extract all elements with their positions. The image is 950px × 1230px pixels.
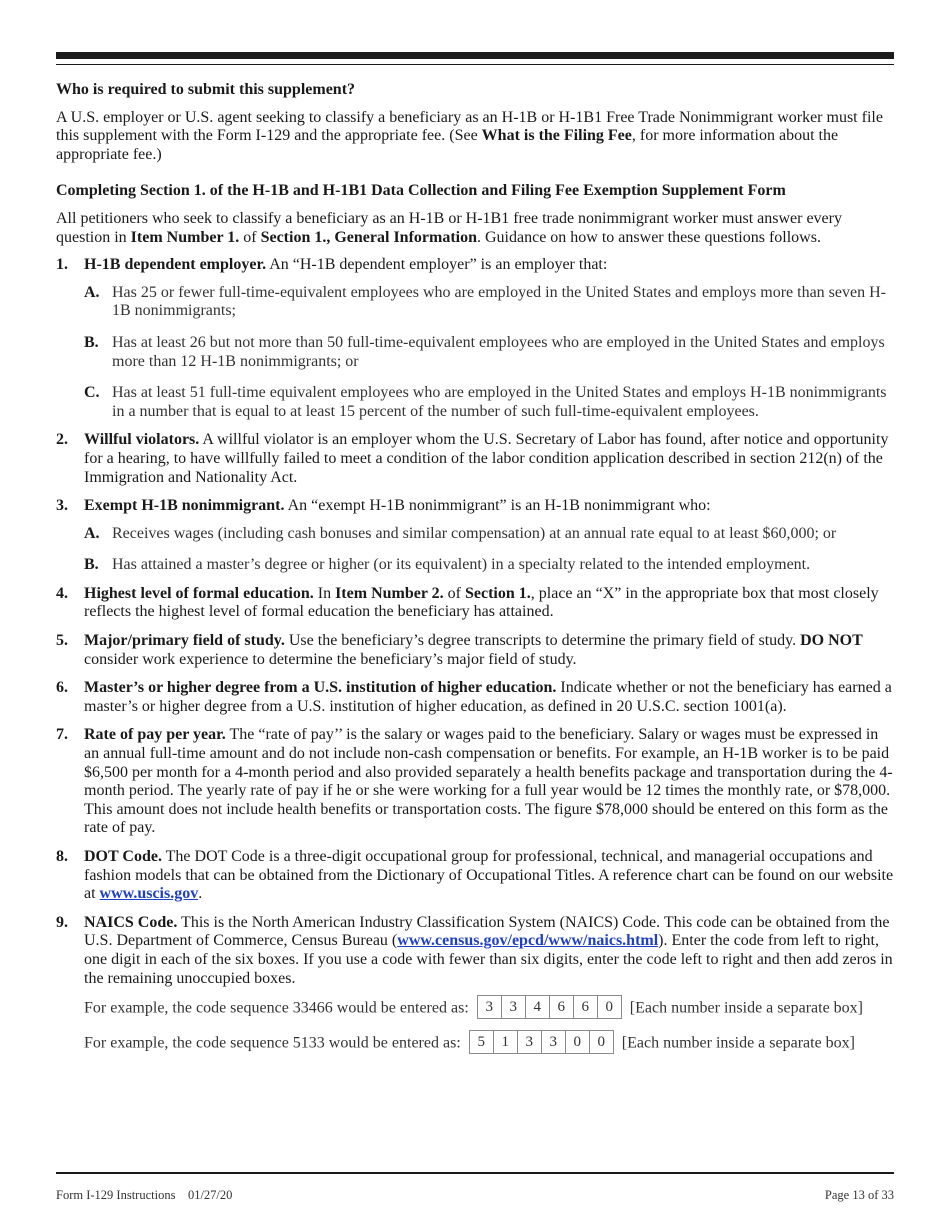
sub-item: A. Receives wages (including cash bonuses and similar compensation) at an annual rate equal to at least $60,000; or xyxy=(84,524,837,542)
code-digit-box: 5 xyxy=(469,1030,493,1054)
section-heading-who-required: Who is required to submit this supplement? xyxy=(56,81,356,98)
item-number: 8. xyxy=(56,848,68,865)
footer-rule xyxy=(56,1172,894,1174)
page-content xyxy=(56,81,894,1067)
section-heading-completing-section1: Completing Section 1. of the H-1B and H-1B1 Data Collection and Filing Fee Exemption Supplement Form xyxy=(56,182,786,200)
code-box-group xyxy=(477,995,622,1019)
code-digit-box: 3 xyxy=(517,1030,541,1054)
list-item: 6. Master’s or higher degree from a U.S. institution of higher education. Indicate whether or not the beneficiary has earned a master’s or higher degree from a U.S. institution of higher education, as defined in 20 U.S.C. section 1001(a). xyxy=(56,679,892,715)
code-digit-box: 6 xyxy=(573,995,597,1019)
sub-list xyxy=(84,284,894,422)
instruction-list xyxy=(56,256,894,1056)
item-number: 1. xyxy=(56,256,68,274)
item-term: Major/primary field of study. xyxy=(84,632,285,650)
completing-section1-paragraph: All petitioners who seek to classify a beneficiary as an H-1B or H-1B1 free trade nonimmigrant worker must answer every question in Item Number 1. of Section 1., General Information. Guidance on how to answer these questions follows. xyxy=(56,209,842,246)
code-digit-box: 1 xyxy=(493,1030,517,1054)
item-number: 6. xyxy=(56,679,68,697)
item-number: 2. xyxy=(56,431,68,449)
naics-example-1: For example, the code sequence 33466 would be entered as: 3 3 4 6 6 0 [Each number inside a separate box] xyxy=(84,997,894,1021)
list-item: 2. Willful violators. A willful violator is an employer whom the U.S. Secretary of Labor has found, after notice and opportunity for a hearing, to have willfully failed to meet a condition of the labor condition application described in section 212(n) of the Immigration and Nationality Act. xyxy=(56,431,889,486)
code-digit-box: 6 xyxy=(549,995,573,1019)
header-rule-thick xyxy=(56,52,894,59)
item-term: Willful violators. xyxy=(84,431,200,449)
code-digit-box: 3 xyxy=(541,1030,565,1054)
header-rule-thin xyxy=(56,64,894,65)
list-item: 5. Major/primary field of study. Use the beneficiary’s degree transcripts to determine the primary field of study. DO NOT consider work experience to determine the beneficiary’s major field of study. xyxy=(56,632,863,668)
footer-form-info: Form I-129 Instructions 01/27/20 xyxy=(56,1188,233,1202)
sub-list xyxy=(84,525,894,575)
item-term: Highest level of formal education. xyxy=(84,584,314,602)
code-digit-box: 3 xyxy=(477,995,501,1019)
who-required-paragraph: A U.S. employer or U.S. agent seeking to classify a beneficiary as an H-1B or H-1B1 Free Trade Nonimmigrant worker must file this supplement with the Form I-129 and the appropriate fee. (See What is the Filing Fee, for more information about the appropriate fee.) xyxy=(56,108,883,163)
code-digit-box: 0 xyxy=(565,1030,589,1054)
list-item: 4. Highest level of formal education. In Item Number 2. of Section 1., place an “X” in the appropriate box that most closely reflects the highest level of formal education the beneficiary has attained. xyxy=(56,584,879,621)
list-item: 7. Rate of pay per year. The “rate of pay’’ is the salary or wages paid to the beneficiary. Salary or wages must be expressed in an annual full-time amount and do not include non-cash compensation or benefits. For example, an H-1B worker is to be paid $6,500 per month for a 4-month period and also provided separately a health benefits package and transportation during the 4-month period. The yearly rate of pay if he or she were working for a full year would be 12 times the monthly rate, or $78,000. This amount does not include health benefits or transportation costs. The figure $78,000 should be entered on this form as the rate of pay. xyxy=(56,726,893,837)
uscis-website-link[interactable]: www.uscis.gov xyxy=(99,885,199,903)
item-term: H-1B dependent employer. xyxy=(84,256,267,274)
item-number: 7. xyxy=(56,726,68,744)
code-digit-box: 0 xyxy=(589,1030,614,1054)
code-digit-box: 0 xyxy=(597,995,622,1019)
sub-item: A. Has 25 or fewer full-time-equivalent employees who are employed in the United States and employs more than seven H-1B nonimmigrants; xyxy=(84,283,886,320)
naics-examples xyxy=(84,997,894,1056)
item-term: Exempt H-1B nonimmigrant. xyxy=(84,497,285,515)
sub-item: B. Has at least 26 but not more than 50 full-time-equivalent employees who are employed in the United States and employs more than 12 H-1B nonimmigrants; or xyxy=(84,333,885,370)
code-digit-box: 4 xyxy=(525,995,549,1019)
item-term: Master’s or higher degree from a U.S. institution of higher education. xyxy=(84,679,557,697)
census-naics-link[interactable]: www.census.gov/epcd/www/naics.html xyxy=(397,932,659,950)
list-item: 3. Exempt H-1B nonimmigrant. An “exempt H-1B nonimmigrant” is an H-1B nonimmigrant who: A. Receives wages (including cash bonuses and similar compensation) at an annual rate equal to at least $60,000; or B. Has attained a master’s degree or higher (or its equivalent) in a specialty related to the intended employment. xyxy=(56,497,894,575)
code-digit-box: 3 xyxy=(501,995,525,1019)
item-term: DOT Code. xyxy=(84,848,162,865)
list-item: 9. NAICS Code. This is the North American Industry Classification System (NAICS) Code. This code can be obtained from the U.S. Department of Commerce, Census Bureau (www.census.gov/epcd/www/naics.html). Enter the code from left to right, one digit in each of the six boxes. If you use a code with fewer than six digits, enter the code left to right and then add zeros in the remaining unoccupied boxes. For example, the code sequence 33466 would be entered as: 3 3 4 6 6 0 [Each number inside a separate box] For example, the code sequence 5133 would be entered as: 5 1 3 3 0 0 [Each number inside a separate box] xyxy=(56,914,894,1056)
list-item: 8. DOT Code. The DOT Code is a three-digit occupational group for professional, technical, and managerial occupations and fashion models that can be obtained from the Dictionary of Occupational Titles. A reference chart can be found on our website at www.uscis.gov. xyxy=(56,848,894,903)
item-number: 4. xyxy=(56,584,68,602)
sub-item: B. Has attained a master’s degree or higher (or its equivalent) in a specialty related to the intended employment. xyxy=(84,556,811,574)
sub-item: C. Has at least 51 full-time equivalent employees who are employed in the United States and employs H-1B nonimmigrants in a number that is equal to at least 15 percent of the number of such full-time-equivalent employees. xyxy=(84,384,887,420)
item-term: Rate of pay per year. xyxy=(84,726,226,744)
item-number: 9. xyxy=(56,913,68,931)
list-item: 1. H-1B dependent employer. An “H-1B dependent employer” is an employer that: A. Has 25 or fewer full-time-equivalent employees who are employed in the United States and employs more than seven H-1B nonimmigrants; B. Has at least 26 but not more than 50 full-time-equivalent employees who are employed in the United States and employs more than 12 H-1B nonimmigrants; or C. Has at least 51 full-time equivalent employees who are employed in the United States and employs H-1B nonimmigrants in a number that is equal to at least 15 percent of the number of such full-time-equivalent employees. xyxy=(56,256,894,421)
code-box-group xyxy=(469,1030,614,1054)
item-term: NAICS Code. xyxy=(84,913,178,931)
naics-example-2: For example, the code sequence 5133 would be entered as: 5 1 3 3 0 0 [Each number inside a separate box] xyxy=(84,1032,894,1056)
item-number: 3. xyxy=(56,497,68,515)
footer-page-number: Page 13 of 33 xyxy=(824,1188,894,1202)
item-number: 5. xyxy=(56,632,68,650)
